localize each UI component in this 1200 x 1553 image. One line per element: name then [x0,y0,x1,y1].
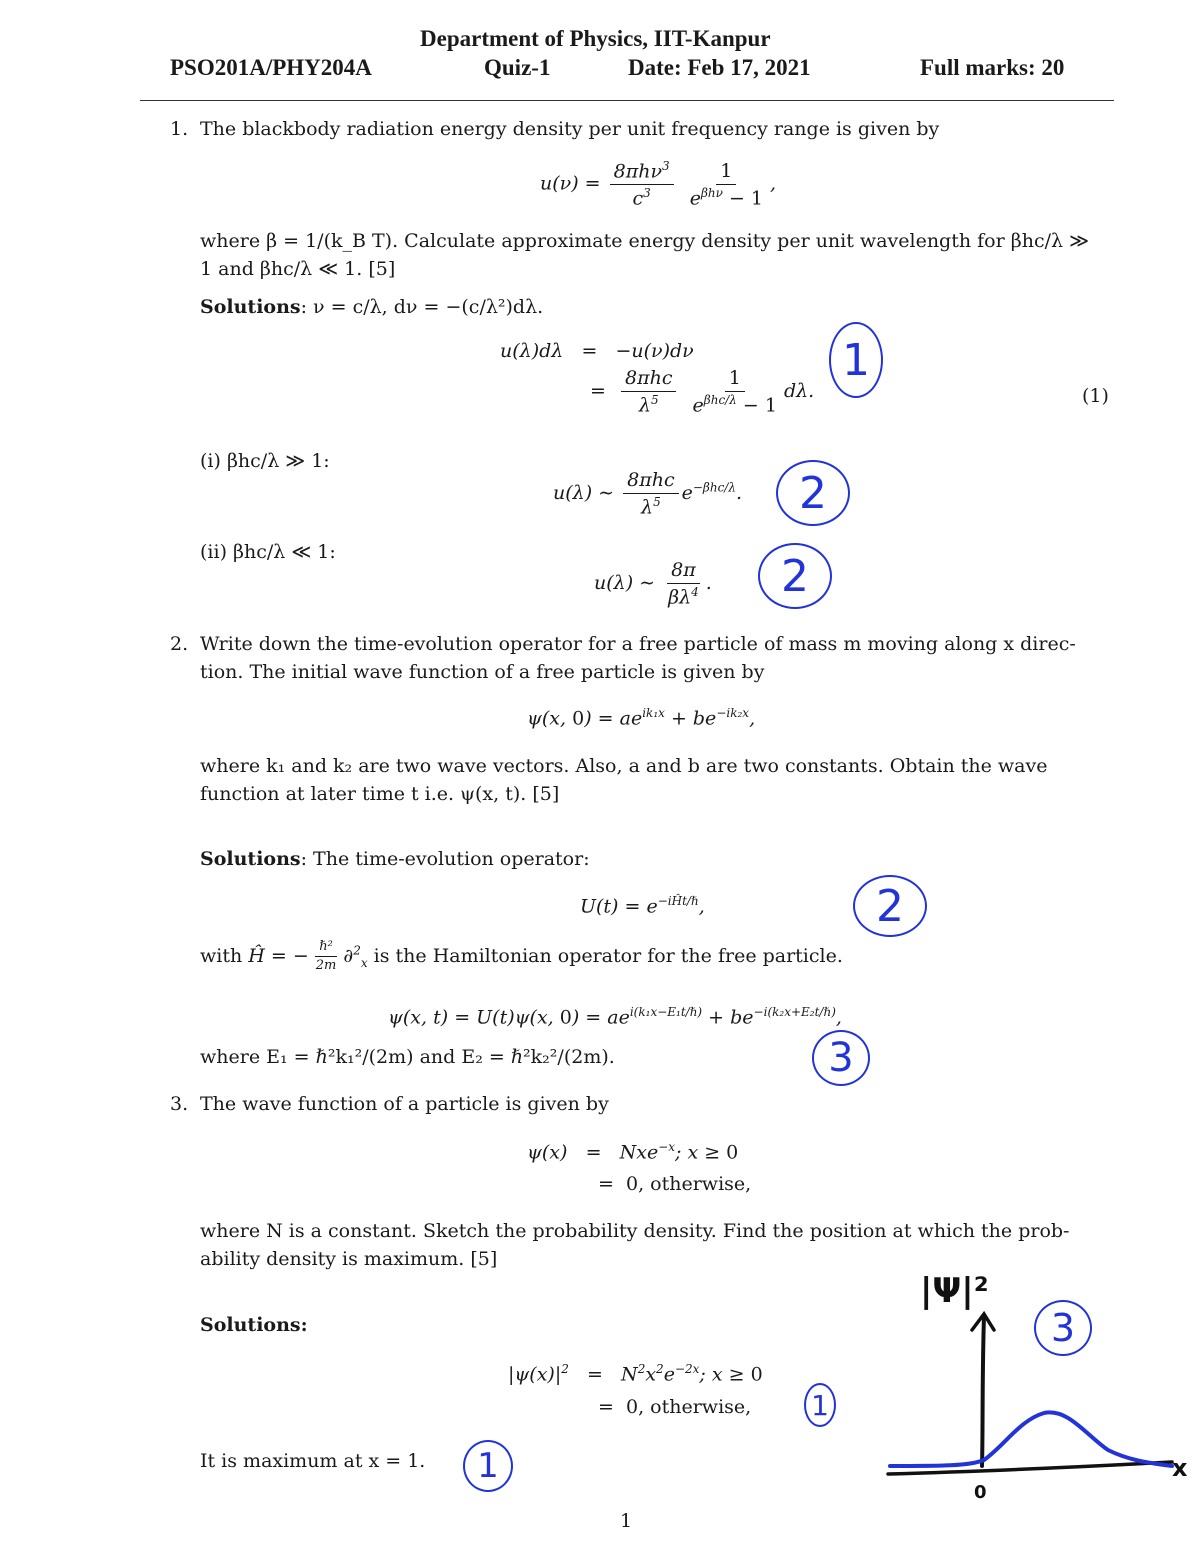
q1-case-ii: (ii) βhc/λ ≪ 1: [200,541,336,563]
q3-maximum: It is maximum at x = 1. [200,1450,426,1472]
q1-where-line2: 1 and βhc/λ ≪ 1. [5] [200,258,396,280]
q1-equation-number: (1) [1082,385,1109,407]
q2-number: 2. [170,633,189,655]
q2-solutions [200,848,590,870]
q1-prompt: The blackbody radiation energy density per unit frequency range is given by [200,118,940,140]
header-rule [140,100,1114,101]
mark-circle-q3-c: 3 [1034,1300,1092,1356]
q1-derivation-line1: u(λ)dλ = −u(ν)dν [500,340,694,362]
q2-where-line1: where k₁ and k₂ are two wave vectors. Also, a and b are two constants. Obtain the wave [200,755,1048,777]
q1-solutions-label: Solutions [200,296,301,318]
mark-circle-q3-a: 1 [804,1383,836,1427]
q2-prompt-line1: Write down the time-evolution operator for a free particle of mass m moving along x direc- [200,633,1076,655]
q3-where-line1: where N is a constant. Sketch the probability density. Find the position at which the prob- [200,1220,1070,1242]
q1-planck-equation: u(ν) = $\frac{8\pi h\nu^3}{c^3}$ $\frac{1}{e^{\beta h\nu} - 1}$ , [540,159,777,210]
mark-circle-q3-b: 1 [463,1440,513,1492]
q3-prompt: The wave function of a particle is given by [200,1093,609,1115]
q1-derivation-line2: = $\frac{\text{8πhc}}{\lambda^5}$ $\frac{1}{e^{\beta hc/\lambda} - 1}$ dλ. [590,367,815,417]
q2-initial-wavefunction: ψ(x, $0) = ae^{ik_1x} + be^{-ik_2x}$, [527,706,756,730]
q2-hamiltonian-text: is the Hamiltonian operator for the free particle. [373,944,843,967]
sketch-y-axis [982,1316,984,1466]
quiz-label: Quiz-1 [484,55,551,80]
q2-where-line2: function at later time t i.e. ψ(x, t). [5] [200,783,560,805]
sketch-origin-label: 0 [974,1482,987,1500]
department-title: Department of Physics, IIT-Kanpur [420,26,771,51]
q2-evolved-wavefunction: ψ(x, t) = U(t)ψ(x, $0) = ae^{i(k_1x-E_1t/\hbar)} + be^{-i(k_2x+E_2t/\hbar)}$, [388,1005,842,1029]
q1-case-ii-result: u(λ) ∼ $\frac{8\pi}{\beta\lambda^4}$ . [594,559,712,609]
probability-density-sketch [880,1260,1200,1500]
mark-circle-q1-a: 1 [829,322,883,398]
sketch-y-label: |Ψ|² [920,1271,989,1311]
page-number: 1 [620,1510,633,1532]
q1-case-i: (i) βhc/λ ≫ 1: [200,450,330,472]
q2-hamiltonian-line: with Ĥ = − $\frac{\text{ℏ²}}{2m}$ ∂$^2_x$ is the Hamiltonian operator for the free particle. [200,939,843,974]
q3-wavefunction-line1: ψ(x) = Nxe$^{-x}$; x ≥ 0 [527,1140,739,1164]
q3-density-line1: $|\psi(x)|^2$ = $N^2x^2e^{-2x}$; x ≥ 0 [508,1362,763,1386]
quiz-date: Date: Feb 17, 2021 [628,55,811,80]
q1-solutions-text: : ν = c/λ, dν = −(c/λ²)dλ. [300,296,544,318]
q2-solutions-text: : The time-evolution operator: [300,848,590,870]
mark-circle-q2-a: 2 [853,875,927,937]
sketch-density-curve [890,1412,1172,1466]
full-marks: Full marks: 20 [920,55,1065,80]
q2-prompt-line2: tion. The initial wave function of a free particle is given by [200,661,765,683]
q1-solutions [200,296,543,318]
q3-where-line2: ability density is maximum. [5] [200,1248,498,1270]
mark-circle-q1-b: 2 [776,460,850,526]
q2-time-evolution-operator: $U(t) = e^{-iĤt/\hbar}$, [580,894,705,918]
q3-solutions-label: Solutions: [200,1314,308,1336]
mark-circle-q1-c: 2 [758,543,832,609]
course-code: PSO201A/PHY204A [170,55,372,80]
q2-solutions-label: Solutions [200,848,301,870]
q3-number: 3. [170,1093,189,1115]
q3-density-line2: = 0, otherwise, [598,1396,752,1418]
q3-wavefunction-line2: = 0, otherwise, [598,1173,752,1195]
q1-where-line: where β = 1/(k_B T). Calculate approximate energy density per unit wavelength for βhc/λ ≫ [200,230,1089,252]
q2-energies: where E₁ = ℏ²k₁²/(2m) and E₂ = ℏ²k₂²/(2m). [200,1046,615,1068]
sketch-x-label: x [1172,1454,1188,1482]
mark-circle-q2-b: 3 [812,1030,870,1086]
q1-case-i-result: u(λ) ∼ $\frac{\text{8πhc}}{\lambda^5}$ $e^{-\beta hc/\lambda}$. [553,469,742,519]
q1-number: 1. [170,118,189,140]
